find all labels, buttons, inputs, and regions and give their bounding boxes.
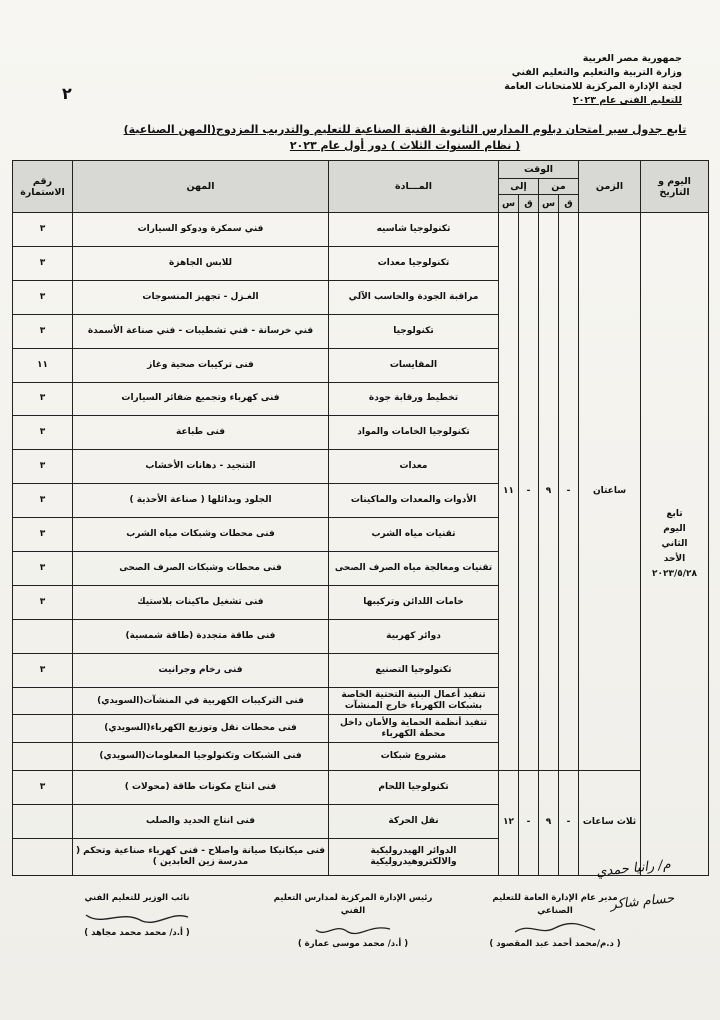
header-to-hour: س <box>499 195 519 213</box>
subject-cell: تنفيذ أعمال البنية التحتية الخاصة بشبكات الكهرباء خارج المنشآت <box>329 687 499 715</box>
subject-cell: تخطيط ورقابة جودة <box>329 382 499 416</box>
profession-cell: الجلود وبدائلها ( صناعة الأحذية ) <box>73 484 329 518</box>
document-title <box>100 122 710 154</box>
table-row <box>13 213 709 247</box>
header-line: للتعليم الفني عام ٢٠٢٣ <box>572 95 682 106</box>
form-number-cell: ٣ <box>13 246 73 280</box>
subject-cell: تقنيات مياه الشرب <box>329 518 499 552</box>
profession-cell: فنى انتاج الحديد والصلب <box>73 804 329 838</box>
from-hour-cell: ٩ <box>539 213 559 771</box>
handwritten-signature-icon <box>82 907 192 927</box>
form-number-cell <box>13 619 73 653</box>
exam-schedule-table <box>12 160 709 876</box>
subject-cell: مشروع شبكات <box>329 743 499 771</box>
form-number-cell <box>13 804 73 838</box>
form-number-cell <box>13 743 73 771</box>
day-date-line: الأحد <box>663 553 686 564</box>
subject-cell: الدوائر الهيدروليكية والالكتروهيدروليكية <box>329 838 499 875</box>
header-time: الوقت <box>499 161 579 179</box>
to-hour-cell: ١١ <box>499 213 519 771</box>
day-date-line: ٢٠٢٣/٥/٢٨ <box>651 568 698 579</box>
signature-deputy-minister <box>52 892 222 940</box>
subject-cell: تكنولوجيا معدات <box>329 246 499 280</box>
subject-cell: تكنولوجيا الخامات والمواد <box>329 416 499 450</box>
from-minute-cell: - <box>559 213 579 771</box>
header-from-minute: ق <box>559 195 579 213</box>
subject-cell: معدات <box>329 450 499 484</box>
from-minute-cell: - <box>559 770 579 875</box>
form-number-cell: ٣ <box>13 770 73 804</box>
profession-cell: فنى طاقة متجددة (طاقة شمسية) <box>73 619 329 653</box>
subject-cell: دوائر كهربية <box>329 619 499 653</box>
form-number-cell: ٣ <box>13 585 73 619</box>
header-line: لجنة الإدارة المركزية للامتحانات العامة <box>504 81 682 92</box>
subject-cell: تنفيذ أنظمة الحماية والأمان داخل محطة الكهرباء <box>329 715 499 743</box>
header-line: وزارة التربية والتعليم والتعليم الفني <box>511 67 682 78</box>
subject-cell: مراقبة الجودة والحاسب الآلي <box>329 280 499 314</box>
header-subject: المـــادة <box>329 161 499 213</box>
subject-cell: تكنولوجيا التصنيع <box>329 653 499 687</box>
profession-cell: الغـزل - تجهيز المنسوجات <box>73 280 329 314</box>
handwritten-signature-icon <box>308 920 398 938</box>
from-hour-cell: ٩ <box>539 770 559 875</box>
form-number-cell <box>13 715 73 743</box>
form-number-cell <box>13 687 73 715</box>
subject-cell: تكنولوجيا <box>329 314 499 348</box>
signature-name: ( أ.د/ محمد محمد مجاهد ) <box>84 928 190 938</box>
form-number-cell: ٣ <box>13 653 73 687</box>
profession-cell: فنى انتاج مكونات طاقة (محولات ) <box>73 770 329 804</box>
to-minute-cell: - <box>519 213 539 771</box>
profession-cell: فنى تشغيل ماكينات بلاستيك <box>73 585 329 619</box>
day-date-cell <box>641 213 709 876</box>
header-from: من <box>539 179 579 195</box>
page-number: ٢ <box>62 84 72 103</box>
form-number-cell: ٣ <box>13 213 73 247</box>
profession-cell: فنى رخام وجرانيت <box>73 653 329 687</box>
profession-cell: فنى محطات وشبكات مياه الشرب <box>73 518 329 552</box>
subject-cell: الأدوات والمعدات والماكينات <box>329 484 499 518</box>
handwritten-note <box>595 854 675 917</box>
subject-cell: نقل الحركة <box>329 804 499 838</box>
signature-title: مدير عام الإدارة العامة للتعليم الصناعي <box>492 893 618 916</box>
header-professions: المهن <box>73 161 329 213</box>
form-number-cell: ٣ <box>13 280 73 314</box>
subject-cell: تكنولوجيا شاسيه <box>329 213 499 247</box>
form-number-cell: ٣ <box>13 314 73 348</box>
form-number-cell: ٣ <box>13 382 73 416</box>
form-number-cell: ٣ <box>13 450 73 484</box>
day-date-line: تابع <box>666 508 683 519</box>
profession-cell: فنى تركيبات صحية وغاز <box>73 348 329 382</box>
profession-cell: فني سمكرة ودوكو السيارات <box>73 213 329 247</box>
profession-cell: فنى محطات وشبكات الصرف الصحى <box>73 552 329 586</box>
signature-central-admin-head <box>268 892 438 951</box>
to-minute-cell: - <box>519 770 539 875</box>
form-number-cell <box>13 838 73 875</box>
form-number-cell: ١١ <box>13 348 73 382</box>
header-to-minute: ق <box>519 195 539 213</box>
handwritten-note-line: حسام شاكر <box>609 891 675 913</box>
header-form-number: رقم الاستمارة <box>13 161 73 213</box>
profession-cell: فنى كهرباء وتجميع ضفائر السيارات <box>73 382 329 416</box>
profession-cell: فنى الشبكات وتكنولوجيا المعلومات(السويدي) <box>73 743 329 771</box>
signature-name: ( أ.د/ محمد موسى عمارة ) <box>297 939 409 949</box>
signature-title: نائب الوزير للتعليم الفني <box>84 893 190 903</box>
subject-cell: تكنولوجيا اللحام <box>329 770 499 804</box>
day-date-line: اليوم <box>663 523 686 534</box>
profession-cell: فنى التركيبات الكهربية في المنشآت(السويدي) <box>73 687 329 715</box>
header-day-date: اليوم و التاريخ <box>641 161 709 213</box>
header-to: إلى <box>499 179 539 195</box>
title-line-2: ( نظام السنوات الثلاث ) دور أول عام ٢٠٢٣ <box>289 139 521 152</box>
profession-cell: للابس الجاهزة <box>73 246 329 280</box>
subject-cell: تقنيات ومعالجة مياه الصرف الصحى <box>329 552 499 586</box>
handwritten-note-line: م/ رانيا حمدي <box>595 857 672 880</box>
subject-cell: خامات اللدائن وتركيبها <box>329 585 499 619</box>
profession-cell: التنجيد - دهانات الأخشاب <box>73 450 329 484</box>
header-line: جمهورية مصر العربية <box>582 53 682 64</box>
profession-cell: فنى طباعة <box>73 416 329 450</box>
header-duration: الزمن <box>579 161 641 213</box>
form-number-cell: ٣ <box>13 518 73 552</box>
profession-cell: فنى ميكانيكا صيانة واصلاح - فنى كهرباء صناعية وتحكم ( مدرسة زين العابدين ) <box>73 838 329 875</box>
profession-cell: فنى محطات نقل وتوزيع الكهرباء(السويدي) <box>73 715 329 743</box>
signature-title: رئيس الإدارة المركزية لمدارس التعليم الفني <box>273 893 433 916</box>
form-number-cell: ٣ <box>13 552 73 586</box>
duration-cell: ساعتان <box>579 213 641 771</box>
day-date-line: الثاني <box>661 538 688 549</box>
title-line-1: تابع جدول سير امتحان دبلوم المدارس الثانوية الفنية الصناعية للتعليم والتدريب المزدوج(المهن الصناعية) <box>123 123 687 136</box>
duration-cell: ثلاث ساعات <box>579 770 641 875</box>
form-number-cell: ٣ <box>13 484 73 518</box>
table-row <box>13 770 709 804</box>
profession-cell: فني خرسانة - فني تشطيبات - فني صناعة الأسمدة <box>73 314 329 348</box>
handwritten-signature-icon <box>510 920 600 938</box>
ministry-header <box>452 52 682 108</box>
header-from-hour: س <box>539 195 559 213</box>
to-hour-cell: ١٢ <box>499 770 519 875</box>
form-number-cell: ٣ <box>13 416 73 450</box>
subject-cell: المقايسات <box>329 348 499 382</box>
signature-name: ( د.م/محمد أحمد عبد المقصود ) <box>489 939 621 949</box>
